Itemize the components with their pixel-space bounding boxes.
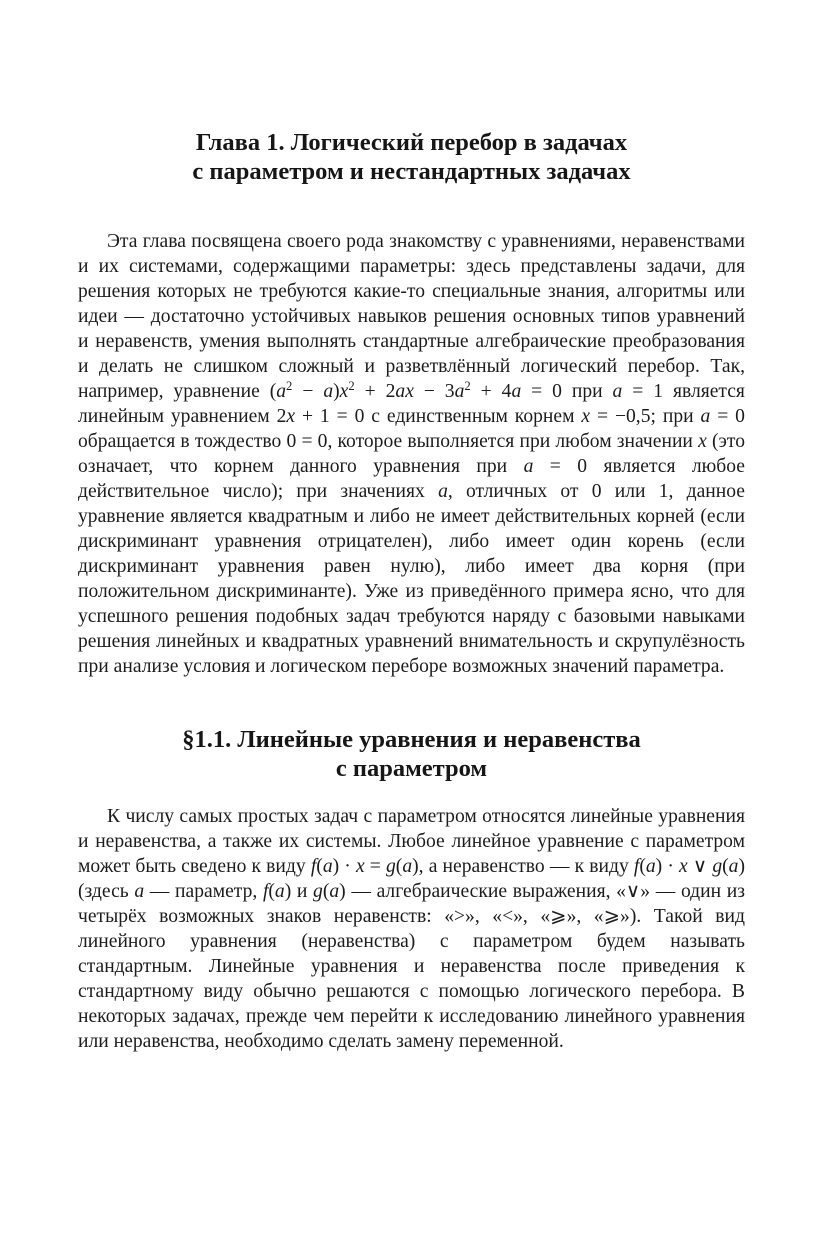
- section-text: (здесь: [78, 881, 135, 902]
- section-text: ·: [662, 856, 680, 877]
- var-a: a: [523, 456, 534, 477]
- section-text: ·: [339, 856, 356, 877]
- var-a: a: [134, 881, 145, 902]
- section-paragraph: [78, 804, 745, 1054]
- func-f: f: [310, 856, 317, 877]
- eq-var-x: x: [339, 381, 349, 402]
- paren: ): [284, 881, 292, 902]
- eq-op: + 4: [470, 381, 512, 402]
- paren: (: [268, 881, 275, 902]
- eq-op: = 0: [521, 381, 562, 402]
- section-text: и: [291, 881, 314, 902]
- var-a: a: [612, 381, 623, 402]
- intro-text: (это означает, что корнем данного уравнения при: [78, 431, 745, 477]
- var-a: a: [645, 856, 656, 877]
- paren: ): [655, 856, 663, 877]
- chapter-title-line-2: с параметром и нестандартных задачах: [192, 158, 631, 185]
- eq-paren: (: [269, 381, 277, 402]
- eq-op: − 3: [413, 381, 455, 402]
- eq-op: + 2: [354, 381, 396, 402]
- func-g: g: [712, 856, 723, 877]
- func-g: g: [386, 856, 396, 877]
- var-a: a: [322, 856, 333, 877]
- func-f: f: [262, 881, 269, 902]
- var-a: a: [700, 406, 711, 427]
- book-page: [78, 0, 745, 1054]
- eq-paren: ): [333, 381, 340, 402]
- intro-paragraph: [78, 229, 745, 679]
- equation: [270, 381, 562, 402]
- paren: ): [412, 856, 419, 877]
- eq-exponent: 2: [286, 379, 293, 393]
- paren: (: [722, 856, 729, 877]
- func-f: f: [633, 856, 640, 877]
- eq-exponent: 2: [464, 379, 471, 393]
- paren: (: [639, 856, 646, 877]
- eq-var-ax: ax: [395, 381, 414, 402]
- intro-text: + 1 = 0 с единственным корнем: [295, 406, 582, 427]
- paren: ): [738, 856, 745, 877]
- intro-text: , отличных от 0 или 1, данное уравнение является квадратным и либо не имеет действительных корней (если дискриминант уравнения отрицателен), либо имеет один корень (если дискриминант уравнения равен нулю), либо имеет два корня (при положительном дискриминанте). Уже из приведённого примера ясно, что для успешного решения подобных задач требуются наряду с базовыми навыками решения линейных и квадратных уравнений внимательность и скрупулёзность при анализе условия и логическом переборе возможных значений параметра.: [78, 481, 745, 677]
- intro-text: = −0,5; при: [590, 406, 701, 427]
- chapter-title-line-1: Глава 1. Логический перебор в задачах: [195, 129, 628, 156]
- var-a: a: [402, 856, 413, 877]
- section-text: К числу самых простых задач с параметром относятся линейные уравнения и неравенства, а также их системы. Любое линейное уравнение с параметром может быть сведено к виду: [78, 806, 745, 877]
- section-text: ∨: [687, 856, 713, 877]
- var-x: x: [679, 856, 688, 877]
- var-x: x: [355, 856, 365, 877]
- var-a: a: [728, 856, 739, 877]
- var-a: a: [329, 881, 340, 902]
- eq-op: −: [292, 381, 324, 402]
- var-a: a: [438, 481, 448, 502]
- paren: (: [316, 856, 323, 877]
- intro-text: Эта глава посвящена своего рода знакомству с уравнениями, неравенствами и их системами, содержащими параметры: здесь представлены задачи, для решения которых не требуются какие-то специальные знания, алгоритмы или идеи — достаточно устойчивых навыков решения основных типов уравнений и неравенств, умения выполнять стандартные алгебраические преобразования и делать не слишком сложный и разветвлённый логический перебор. Так, например, уравнение: [78, 231, 745, 402]
- section-text: — алгебраические выражения, «∨» — один из четырёх возможных знаков неравенств: «>», «<», «⩾», «⩾»). Такой вид линейного уравнения (неравенства) с параметром будем называть стандартным. Линейные уравнения и неравенства после приведения к стандартному виду обычно решаются с помощью логического перебора. В некоторых задачах, прежде чем перейти к исследованию линейного уравнения или неравенства, необходимо сделать замену переменной.: [78, 881, 745, 1052]
- section-title-line-1: §1.1. Линейные уравнения и неравенства: [182, 726, 641, 753]
- var-a: a: [274, 881, 285, 902]
- eq-var-a: a: [511, 381, 522, 402]
- paren: ): [339, 881, 346, 902]
- intro-text: = 0 является любое действительное число); при значениях: [78, 456, 745, 502]
- eq-var-a: a: [276, 381, 287, 402]
- var-x: x: [581, 406, 591, 427]
- chapter-title: [78, 128, 745, 186]
- intro-text: = 1 является линейным уравнением 2: [78, 381, 745, 427]
- intro-text: = 0 обращается в тождество 0 = 0, которое выполняется при любом значении: [78, 406, 745, 452]
- intro-text: при: [561, 381, 613, 402]
- paren: (: [322, 881, 330, 902]
- var-x: x: [698, 431, 707, 452]
- section-title-line-2: с параметром: [335, 755, 488, 782]
- paren: (: [395, 856, 403, 877]
- var-x: x: [286, 406, 296, 427]
- section-text: , а неравенство — к виду: [418, 856, 634, 877]
- eq-exponent: 2: [348, 379, 355, 393]
- section-text: — параметр,: [144, 881, 263, 902]
- section-title: [78, 725, 745, 783]
- section-text: =: [364, 856, 386, 877]
- eq-var-a: a: [323, 381, 334, 402]
- func-g: g: [313, 881, 323, 902]
- paren: ): [332, 856, 340, 877]
- eq-var-a: a: [454, 381, 465, 402]
